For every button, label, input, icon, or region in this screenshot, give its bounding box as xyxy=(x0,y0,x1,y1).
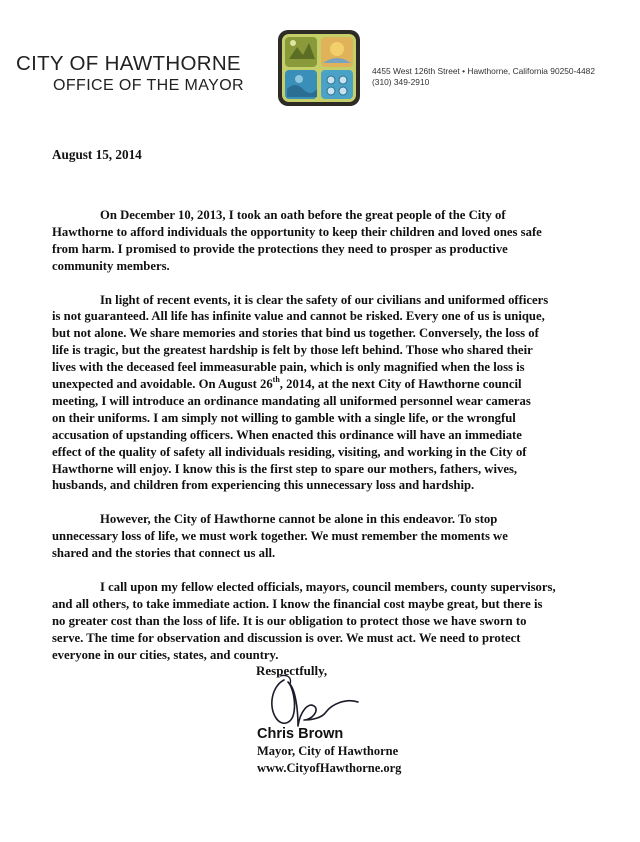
letterhead xyxy=(0,0,640,110)
paragraph-1 xyxy=(52,207,592,275)
text-line: unnecessary loss of life, we must work together. We must remember the moments we xyxy=(52,529,508,544)
closing-salutation: Respectfully, xyxy=(256,663,328,678)
paragraph-2 xyxy=(52,292,592,495)
paragraph-3 xyxy=(52,511,592,562)
office-name: OFFICE OF THE MAYOR xyxy=(53,77,245,94)
text-line: on their uniforms. I am simply not willing to gamble with a single life, or the wrongful xyxy=(52,410,516,425)
text-line: In light of recent events, it is clear the safety of our civilians and uniformed officers xyxy=(100,292,549,307)
text-line: effect of the quality of safety all individuals residing, visiting, and working in the City of xyxy=(52,444,527,459)
text-line: husbands, and children from experiencing this unnecessary loss and hardship. xyxy=(52,478,475,493)
text-line: meeting, I will introduce an ordinance mandating all uniformed personnel wear cameras xyxy=(52,393,531,408)
letter-body xyxy=(52,207,592,663)
text-line: and all others, to take immediate action. I know the financial cost maybe great, but there is xyxy=(52,596,543,611)
signer-title: Mayor, City of Hawthorne xyxy=(257,744,399,758)
text-line: no greater cost than the loss of life. It is our obligation to protect those we have sworn to xyxy=(52,613,527,628)
signer-website[interactable]: www.CityofHawthorne.org xyxy=(257,761,402,775)
handwritten-signature-icon xyxy=(262,672,372,734)
ordinal-superscript: th xyxy=(272,374,280,384)
text-line: On December 10, 2013, I took an oath before the great people of the City of xyxy=(100,208,506,222)
street-address: 4455 West 126th Street • Hawthorne, California 90250-4482 xyxy=(372,66,595,76)
signer-name: Chris Brown xyxy=(257,726,344,742)
text-line: lives with the deceased feel immeasurable pain, which is only magnified when the loss is xyxy=(52,360,525,375)
text-line: everyone in our cities, states, and country. xyxy=(52,647,279,662)
text-line: but not alone. We share memories and stories that bind us together. Conversely, the loss of xyxy=(52,326,539,341)
text-line: I call upon my fellow elected officials, mayors, council members, county supervisors, xyxy=(100,579,556,594)
text-line: is not guaranteed. All life has infinite value and cannot be risked. Every one of us is unique, xyxy=(52,309,545,324)
letter-date: August 15, 2014 xyxy=(52,147,142,162)
text-line: shared and the stories that connect us all. xyxy=(52,546,276,561)
paragraph-4 xyxy=(52,579,592,664)
text-line: accusation of upstanding officers. When enacted this ordinance will have an immediate xyxy=(52,427,522,442)
city-seal-icon xyxy=(277,29,361,107)
text-line: Hawthorne will enjoy. I know this is the first step to spare our mothers, fathers, wives, xyxy=(52,461,518,476)
text-line-with-superscript xyxy=(52,376,592,393)
text-line: community members. xyxy=(52,258,170,273)
text-line: life is tragic, but the greatest hardship is felt by those left behind. Those who shared their xyxy=(52,343,533,358)
city-name: CITY OF HAWTHORNE xyxy=(16,52,241,75)
text-line: However, the City of Hawthorne cannot be alone in this endeavor. To stop xyxy=(100,512,498,527)
text-segment: , 2014, at the next City of Hawthorne council xyxy=(279,377,522,392)
text-segment: unexpected and avoidable. On August 26 xyxy=(52,377,273,392)
address-block xyxy=(372,66,595,88)
phone-number: (310) 349-2910 xyxy=(372,77,430,87)
text-line: from harm. I promised to provide the protections they need to prosper as productive xyxy=(52,241,508,256)
text-line: Hawthorne to afford individuals the opportunity to keep their children and loved ones safe xyxy=(52,224,542,239)
text-line: serve. The time for observation and discussion is over. We must act. We need to protect xyxy=(52,630,521,645)
